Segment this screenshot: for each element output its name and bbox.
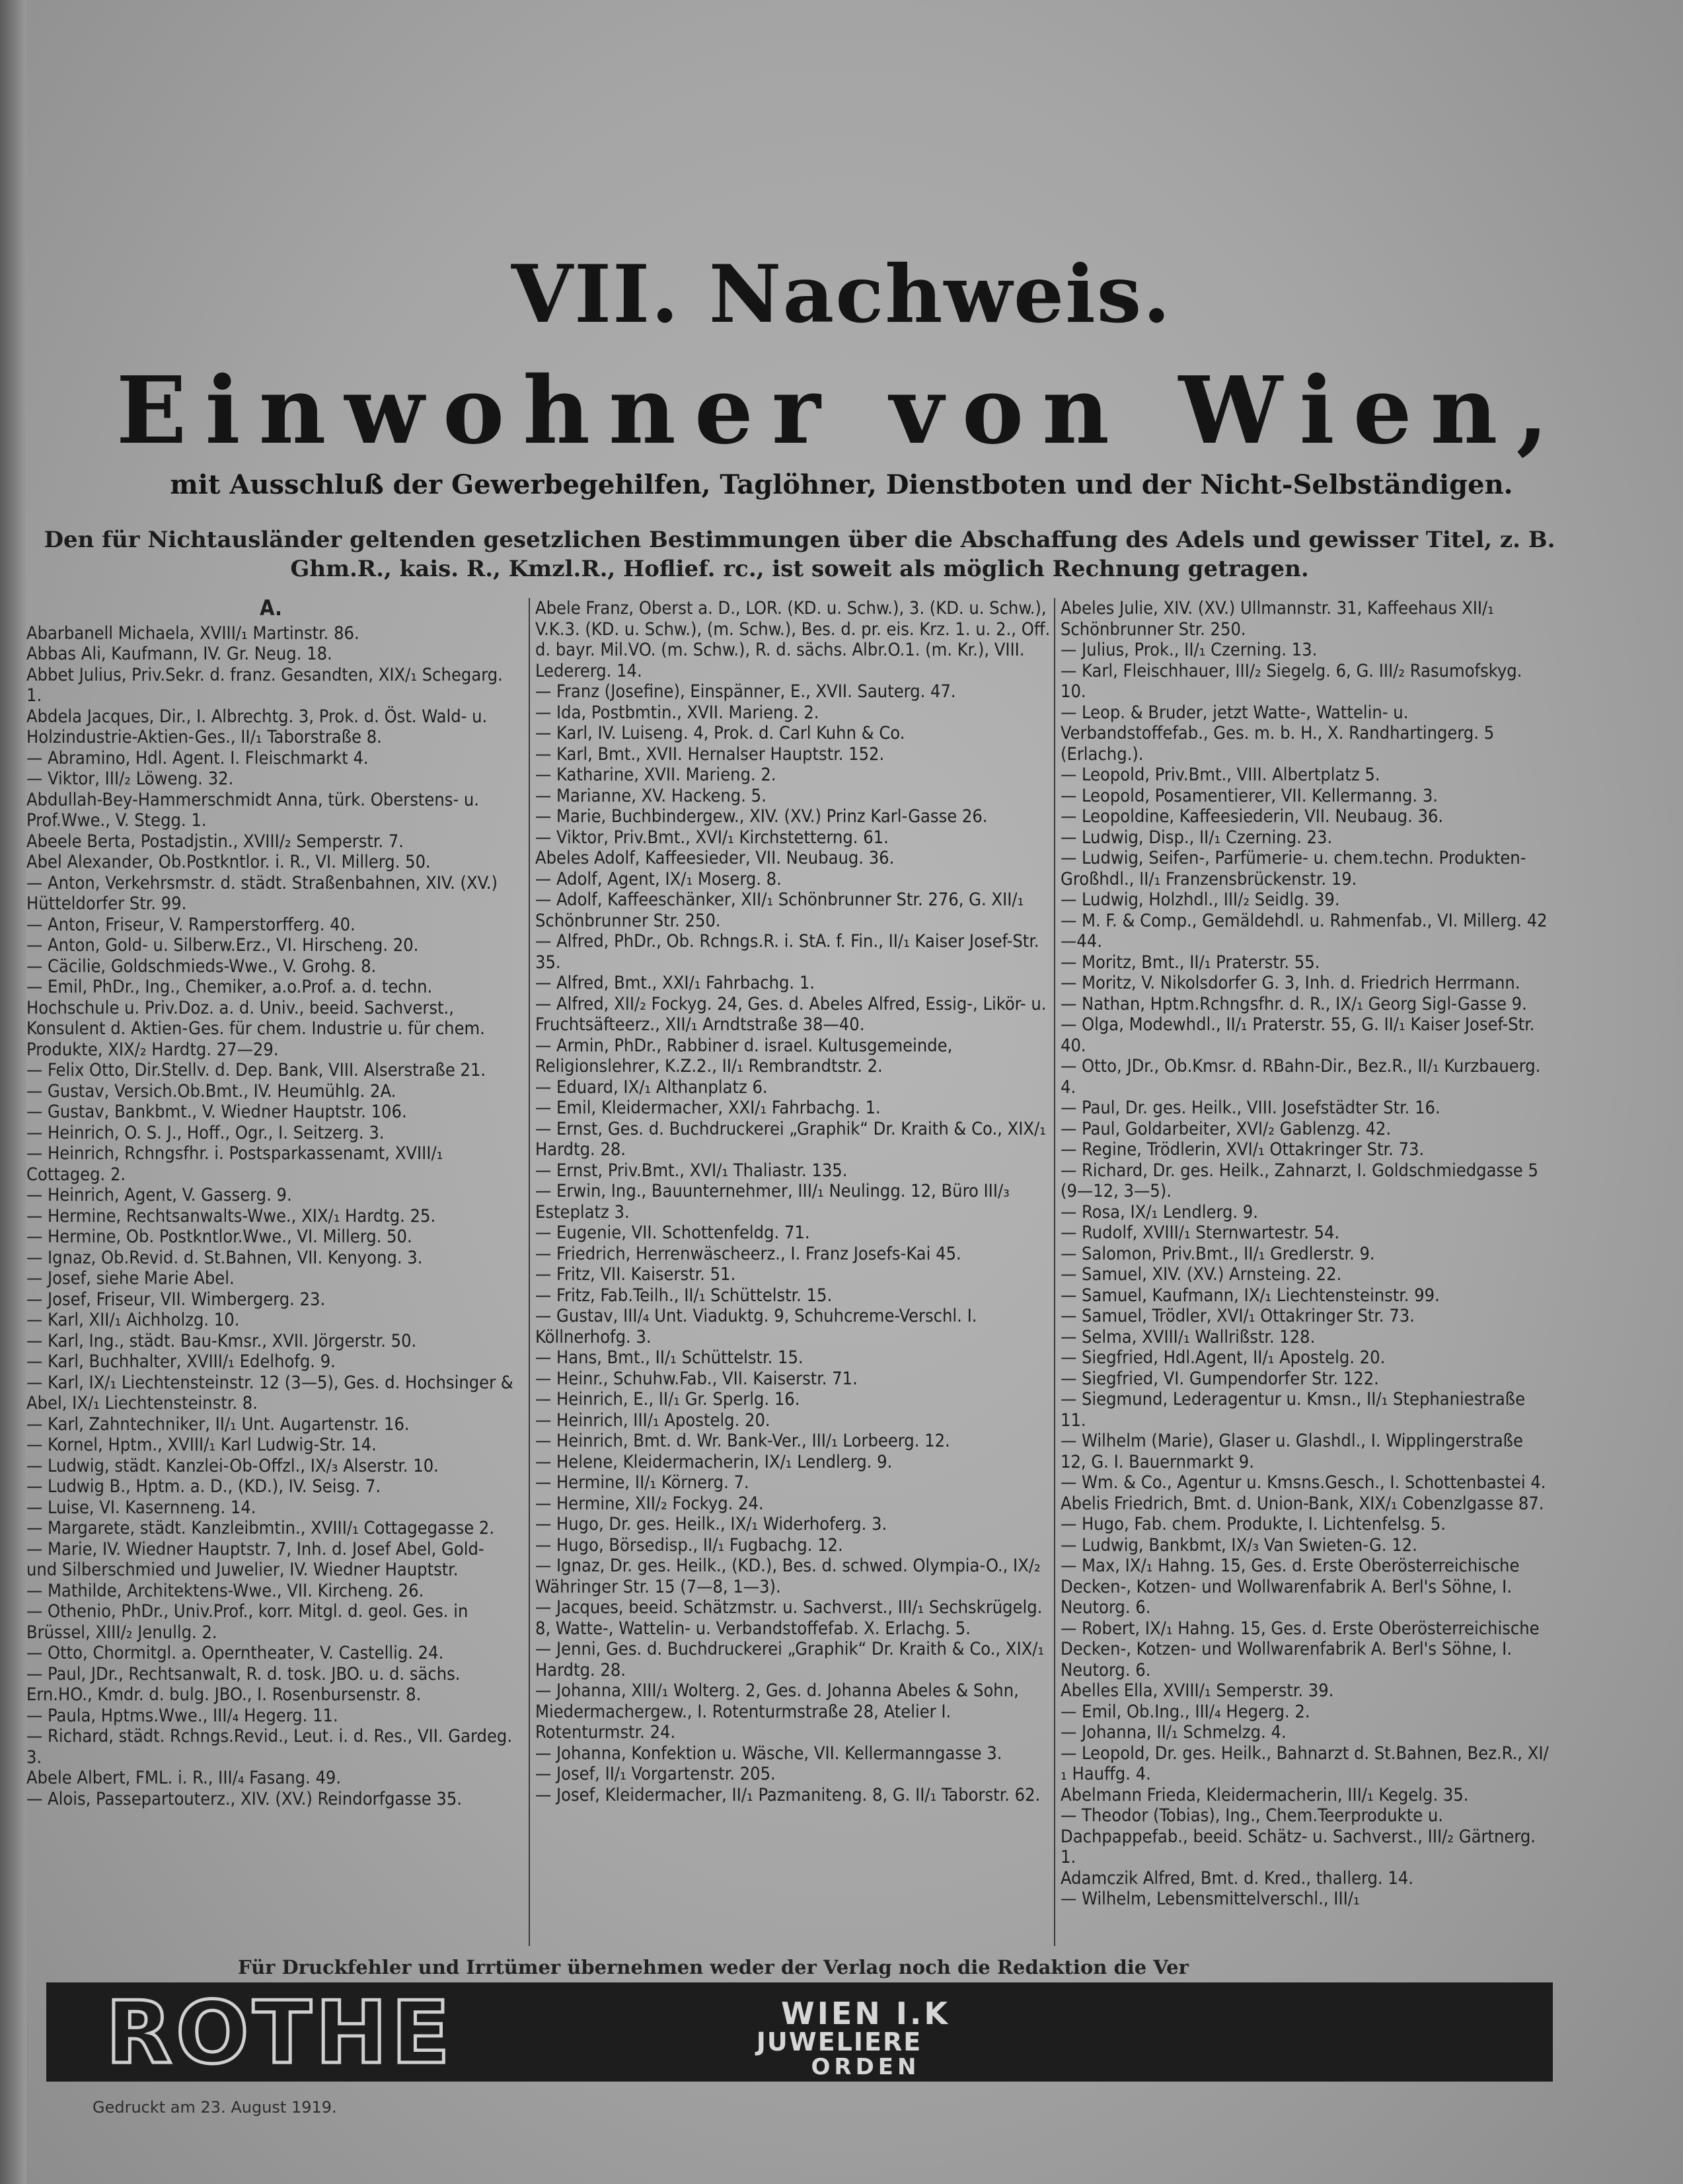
- directory-entry: — Leopold, Priv.Bmt., VIII. Albertplatz 5.: [1061, 765, 1380, 785]
- directory-entry: — Friedrich, Herrenwäscheerz., I. Franz Josefs-Kai 45.: [535, 1243, 961, 1264]
- directory-entry: — Richard, städt. Rchngs.Revid., Leut. i. d. Res., VII. Gardeg. 3.: [26, 1726, 513, 1768]
- directory-entry: — Karl, Ing., städt. Bau-Kmsr., XVII. Jörgerstr. 50.: [26, 1330, 417, 1351]
- directory-entry: — Hermine, Ob. Postkntlor.Wwe., VI. Millerg. 50.: [26, 1226, 412, 1247]
- directory-entry: Abelles Ella, XVIII/₁ Semperstr. 39.: [1061, 1680, 1334, 1701]
- directory-entry: Abel Alexander, Ob.Postkntlor. i. R., VI. Millerg. 50.: [26, 852, 431, 872]
- directory-entry: — Eduard, IX/₁ Althanplatz 6.: [535, 1076, 768, 1098]
- directory-entry: — Julius, Prok., II/₁ Czerning. 13.: [1061, 640, 1318, 660]
- directory-entry: — Olga, Modewhdl., II/₁ Praterstr. 55, G. II/₁ Kaiser Josef-Str. 40.: [1061, 1014, 1535, 1056]
- directory-entry: — Erwin, Ing., Bauunternehmer, III/₁ Neulingg. 12, Büro III/₃ Esteplatz 3.: [535, 1181, 1010, 1223]
- directory-entry: — Salomon, Priv.Bmt., II/₁ Gredlerstr. 9.: [1061, 1243, 1375, 1264]
- directory-entry: — Rudolf, XVIII/₁ Sternwartestr. 54.: [1061, 1223, 1340, 1243]
- directory-entry: — Ludwig, städt. Kanzlei-Ob-Offzl., IX/₃ Alserstr. 10.: [26, 1455, 439, 1476]
- directory-entry: — Siegmund, Lederagentur u. Kmsn., II/₁ Stephaniestraße 11.: [1061, 1389, 1526, 1431]
- directory-entry: — Emil, PhDr., Ing., Chemiker, a.o.Prof. a. d. techn. Hochschule u. Priv.Doz. a. d. Univ., beeid. Sachverst., Konsulent d. Aktien-Ges. für chem. Industrie u. für chem. Produkte, XIX/₂ Hardtg. 27—29.: [26, 977, 485, 1060]
- directory-entry: — Wm. & Co., Agentur u. Kmsns.Gesch., I. Schottenbastei 4.: [1061, 1472, 1546, 1493]
- directory-entry: — Ernst, Ges. d. Buchdruckerei „Graphik“ Dr. Kraith & Co., XIX/₁ Hardtg. 28.: [535, 1118, 1046, 1160]
- directory-entry: — Gustav, Versich.Ob.Bmt., IV. Heumühlg. 2A.: [26, 1080, 396, 1102]
- directory-column-1: [26, 598, 515, 1949]
- directory-entry: — Hermine, II/₁ Körnerg. 7.: [535, 1472, 749, 1493]
- directory-entry: — Heinr., Schuhw.Fab., VII. Kaiserstr. 71.: [535, 1368, 858, 1389]
- directory-entry: — Regine, Trödlerin, XVI/₁ Ottakringer Str. 73.: [1061, 1139, 1425, 1160]
- directory-column-3: [1061, 598, 1550, 1949]
- directory-entry: — Leopold, Posamentierer, VII. Kellermanng. 3.: [1061, 785, 1439, 806]
- directory-entry: — Robert, IX/₁ Hahng. 15, Ges. d. Erste Oberösterreichische Decken-, Kotzen- und Wollwarenfabrik A. Berl's Söhne, I. Neutorg. 6.: [1061, 1618, 1540, 1680]
- directory-entry: — Alois, Passepartouterz., XIV. (XV.) Reindorfgasse 35.: [26, 1788, 463, 1809]
- directory-entry: — Emil, Kleidermacher, XXI/₁ Fahrbachg. 1.: [535, 1098, 881, 1118]
- directory-entry: — Ignaz, Dr. ges. Heilk., (KD.), Bes. d. schwed. Olympia-O., IX/₂ Währinger Str. 15 (7—8, 1—3).: [535, 1556, 1041, 1597]
- directory-entry: — Theodor (Tobias), Ing., Chem.Teerprodukte u. Dachpappefab., beeid. Schätz- u. Sachverst., III/₂ Gärtnerg. 1.: [1061, 1805, 1536, 1867]
- column-divider: [529, 598, 530, 1946]
- directory-entry: — Karl, IV. Luiseng. 4, Prok. d. Carl Kuhn & Co.: [535, 723, 905, 743]
- directory-entry: — Siegfried, Hdl.Agent, II/₁ Apostelg. 20.: [1061, 1347, 1386, 1368]
- directory-entry: Abele Franz, Oberst a. D., LOR. (KD. u. Schw.), 3. (KD. u. Schw.), V.K.3. (KD. u. Schw.), (m. Schw.), Bes. d. pr. eis. Krz. 1. u. 2., Off. d. bayr. Mil.VO. (m. Schw.), R. d. sächs. Albr.O.1. (m. Kr.), VIII. Ledererg. 14.: [535, 598, 1051, 681]
- directory-entry: — Johanna, Konfektion u. Wäsche, VII. Kellermanngasse 3.: [535, 1743, 1002, 1764]
- directory-entry: — Johanna, XIII/₁ Wolterg. 2, Ges. d. Johanna Abeles & Sohn, Miedermachergew., I. Rotenturmstraße 28, Atelier I. Rotenturmstr. 24.: [535, 1680, 1019, 1743]
- directory-entry: — Paul, Goldarbeiter, XVI/₂ Gablenzg. 42.: [1061, 1118, 1392, 1139]
- directory-entry: — Paul, Dr. ges. Heilk., VIII. Josefstädter Str. 16.: [1061, 1098, 1440, 1118]
- directory-entry: — Paul, JDr., Rechtsanwalt, R. d. tosk. JBO. u. d. sächs. Ern.HO., Kmdr. d. bulg. JBO., I. Rosenbursenstr. 8.: [26, 1663, 461, 1705]
- directory-entry: — Marianne, XV. Hackeng. 5.: [535, 785, 767, 806]
- entry-list: [535, 598, 1051, 1805]
- directory-entry: — Karl, Fleischhauer, III/₂ Siegelg. 6, G. III/₂ Rasumofskyg. 10.: [1061, 660, 1522, 702]
- directory-entry: — Ludwig, Seifen-, Parfümerie- u. chem.techn. Produkten-Großhdl., II/₁ Franzensbrückenstr. 19.: [1061, 848, 1526, 889]
- directory-entry: — Anton, Friseur, V. Ramperstorfferg. 40.: [26, 914, 355, 935]
- directory-entry: — Emil, Ob.Ing., III/₄ Hegerg. 2.: [1061, 1701, 1310, 1722]
- directory-entry: — Heinrich, E., II/₁ Gr. Sperlg. 16.: [535, 1389, 800, 1410]
- directory-entry: — Mathilde, Architektens-Wwe., VII. Kircheng. 26.: [26, 1580, 424, 1601]
- directory-entry: — Richard, Dr. ges. Heilk., Zahnarzt, I. Goldschmiedgasse 5 (9—12, 3—5).: [1061, 1160, 1538, 1201]
- directory-entry: — Hans, Bmt., II/₁ Schüttelstr. 15.: [535, 1347, 804, 1368]
- directory-entry: Abbas Ali, Kaufmann, IV. Gr. Neug. 18.: [26, 644, 332, 664]
- directory-entry: — Kornel, Hptm., XVIII/₁ Karl Ludwig-Str. 14.: [26, 1435, 377, 1455]
- directory-entry: — Heinrich, O. S. J., Hoff., Ogr., I. Seitzerg. 3.: [26, 1122, 385, 1143]
- directory-entry: — Marie, Buchbindergew., XIV. (XV.) Prinz Karl-Gasse 26.: [535, 806, 988, 827]
- ad-orden: ORDEN: [811, 2054, 920, 2080]
- directory-entry: — Hugo, Fab. chem. Produkte, I. Lichtenfelsg. 5.: [1061, 1514, 1446, 1534]
- directory-entry: — Franz (Josefine), Einspänner, E., XVII. Sauterg. 47.: [535, 681, 956, 702]
- directory-entry: — Otto, JDr., Ob.Kmsr. d. RBahn-Dir., Bez.R., II/₁ Kurzbauerg. 4.: [1061, 1056, 1541, 1098]
- directory-entry: Abdullah-Bey-Hammerschmidt Anna, türk. Oberstens- u. Prof.Wwe., V. Stegg. 1.: [26, 789, 479, 831]
- directory-entry: — Josef, II/₁ Vorgartenstr. 205.: [535, 1764, 776, 1784]
- directory-entry: — Karl, Buchhalter, XVIII/₁ Edelhofg. 9.: [26, 1351, 336, 1372]
- directory-entry: — Gustav, III/₄ Unt. Viaduktg. 9, Schuhcreme-Verschl. I. Köllnerhofg. 3.: [535, 1306, 977, 1347]
- directory-entry: — Anton, Verkehrsmstr. d. städt. Straßenbahnen, XIV. (XV.) Hütteldorfer Str. 99.: [26, 872, 498, 914]
- section-letter: A.: [260, 598, 282, 621]
- directory-entry: — Leop. & Bruder, jetzt Watte-, Wattelin- u. Verbandstoffefab., Ges. m. b. H., X. Randhartingerg. 5 (Erlachg.).: [1061, 702, 1495, 765]
- directory-entry: — Adolf, Agent, IX/₁ Moserg. 8.: [535, 868, 782, 889]
- disclaimer: Für Druckfehler und Irrtümer übernehmen weder der Verlag noch die Redaktion die Ver: [238, 1956, 1189, 1978]
- directory-entry: Abelis Friedrich, Bmt. d. Union-Bank, XIX/₁ Cobenzlgasse 87.: [1061, 1493, 1544, 1514]
- directory-entry: — Selma, XVIII/₁ Wallrißstr. 128.: [1061, 1326, 1316, 1347]
- directory-entry: — Ida, Postbmtin., XVII. Marieng. 2.: [535, 702, 819, 723]
- directory-entry: — Abramino, Hdl. Agent. I. Fleischmarkt 4.: [26, 747, 369, 769]
- directory-entry: — Josef, siehe Marie Abel.: [26, 1268, 235, 1289]
- directory-entry: — Alfred, XII/₂ Fockyg. 24, Ges. d. Abeles Alfred, Essig-, Likör- u. Fruchtsäfteerz., XII/₁ Arndtstraße 38—40.: [535, 993, 1047, 1035]
- directory-entry: — Hermine, Rechtsanwalts-Wwe., XIX/₁ Hardtg. 25.: [26, 1205, 436, 1226]
- directory-entry: — Viktor, Priv.Bmt., XVI/₁ Kirchstetterng. 61.: [535, 827, 889, 848]
- directory-entry: — Ludwig, Bankbmt, IX/₃ Van Swieten-G. 12.: [1061, 1534, 1417, 1556]
- directory-entry: Abdela Jacques, Dir., I. Albrechtg. 3, Prok. d. Öst. Wald- u. Holzindustrie-Aktien-Ges., II/₁ Taborstraße 8.: [26, 706, 488, 747]
- directory-entry: — Anton, Gold- u. Silberw.Erz., VI. Hirscheng. 20.: [26, 935, 419, 956]
- directory-entry: — Siegfried, VI. Gumpendorfer Str. 122.: [1061, 1368, 1379, 1389]
- directory-entry: — Heinrich, III/₁ Apostelg. 20.: [535, 1410, 770, 1431]
- directory-entry: — Luise, VI. Kasernneng. 14.: [26, 1497, 256, 1518]
- directory-entry: — Paula, Hptms.Wwe., III/₄ Hegerg. 11.: [26, 1705, 338, 1726]
- directory-entry: — Leopold, Dr. ges. Heilk., Bahnarzt d. St.Bahnen, Bez.R., XI/₁ Hauffg. 4.: [1061, 1743, 1549, 1784]
- directory-entry: — Wilhelm, Lebensmittelverschl., III/₁: [1061, 1889, 1360, 1909]
- legal-note: Den für Nichtausländer geltenden gesetzlichen Bestimmungen über die Abschaffung des Adels und gewisser Titel, z. B. Ghm.R., kais. R., Kmzl.R., Hoflief. rc., ist soweit als möglich Rechnung getragen.: [44, 527, 1555, 582]
- directory-entry: Abbet Julius, Priv.Sekr. d. franz. Gesandten, XIX/₁ Schegarg. 1.: [26, 664, 503, 706]
- directory-entry: — Alfred, PhDr., Ob. Rchngs.R. i. StA. f. Fin., II/₁ Kaiser Josef-Str. 35.: [535, 931, 1039, 973]
- directory-entry: — Johanna, II/₁ Schmelzg. 4.: [1061, 1722, 1287, 1743]
- print-date: Gedruckt am 23. August 1919.: [93, 2098, 337, 2117]
- entry-list: [1061, 598, 1550, 1910]
- directory-entry: Abarbanell Michaela, XVIII/₁ Martinstr. 86.: [26, 622, 359, 644]
- directory-entry: — Otto, Chormitgl. a. Operntheater, V. Castellig. 24.: [26, 1643, 444, 1663]
- directory-entry: — Leopoldine, Kaffeesiederin, VII. Neubaug. 36.: [1061, 806, 1444, 827]
- scope-subtitle: mit Ausschluß der Gewerbegehilfen, Taglöhner, Dienstboten und der Nicht-Selbständigen.: [170, 469, 1513, 500]
- ad-city: WIEN I.K: [780, 1996, 951, 2031]
- directory-entry: — Wilhelm (Marie), Glaser u. Glashdl., I. Wipplingerstraße 12, G. I. Bauernmarkt 9.: [1061, 1431, 1523, 1472]
- directory-entry: — Viktor, III/₂ Löweng. 32.: [26, 769, 234, 789]
- section-title: VII. Nachweis.: [511, 248, 1172, 341]
- directory-entry: Adamczik Alfred, Bmt. d. Kred., thallerg. 14.: [1061, 1867, 1414, 1889]
- directory-entry: — Margarete, städt. Kanzleibmtin., XVIII/₁ Cottagegasse 2.: [26, 1518, 495, 1538]
- directory-entry: — Ludwig B., Hptm. a. D., (KD.), IV. Seisg. 7.: [26, 1476, 381, 1497]
- directory-entry: — Karl, Zahntechniker, II/₁ Unt. Augartenstr. 16.: [26, 1413, 410, 1435]
- directory-entry: — Karl, Bmt., XVII. Hernalser Hauptstr. 152.: [535, 743, 885, 765]
- directory-entry: Abeele Berta, Postadjstin., XVIII/₂ Semperstr. 7.: [26, 831, 404, 852]
- directory-entry: — Helene, Kleidermacherin, IX/₁ Lendlerg. 9.: [535, 1451, 893, 1472]
- directory-entry: — Karl, XII/₁ Aichholzg. 10.: [26, 1310, 240, 1330]
- directory-entry: — Hugo, Börsedisp., II/₁ Fugbachg. 12.: [535, 1534, 843, 1556]
- directory-entry: — Katharine, XVII. Marieng. 2.: [535, 765, 776, 785]
- page-title: Einwohner von Wien,: [116, 357, 1567, 465]
- directory-entry: — Rosa, IX/₁ Lendlerg. 9.: [1061, 1201, 1258, 1223]
- directory-entry: — Fritz, VII. Kaiserstr. 51.: [535, 1264, 736, 1285]
- entry-list: [26, 623, 515, 1810]
- directory-entry: Abeles Julie, XIV. (XV.) Ullmannstr. 31, Kaffeehaus XII/₁ Schönbrunner Str. 250.: [1061, 598, 1494, 640]
- directory-entry: — Ludwig, Holzhdl., III/₂ Seidlg. 39.: [1061, 889, 1340, 910]
- directory-entry: — Heinrich, Bmt. d. Wr. Bank-Ver., III/₁ Lorbeerg. 12.: [535, 1431, 950, 1451]
- directory-entry: — Moritz, Bmt., II/₁ Praterstr. 55.: [1061, 952, 1320, 973]
- directory-entry: — Jenni, Ges. d. Buchdruckerei „Graphik“ Dr. Kraith & Co., XIX/₁ Hardtg. 28.: [535, 1639, 1045, 1680]
- advertisement-banner: [46, 1982, 1553, 2082]
- ad-brand: ROTHE: [106, 1982, 454, 2082]
- directory-entry: — Jacques, beeid. Schätzmstr. u. Sachverst., III/₁ Sechskrügelg. 8, Watte-, Wattelin- u. Verbandstoffefab. X. Erlachg. 5.: [535, 1597, 1043, 1639]
- directory-entry: Abelmann Frieda, Kleidermacherin, III/₁ Kegelg. 35.: [1061, 1784, 1469, 1805]
- column-divider: [1054, 598, 1055, 1946]
- directory-entry: — Fritz, Fab.Teilh., II/₁ Schüttelstr. 15.: [535, 1285, 833, 1306]
- directory-entry: — Eugenie, VII. Schottenfeldg. 71.: [535, 1223, 810, 1243]
- directory-entry: — Ludwig, Disp., II/₁ Czerning. 23.: [1061, 827, 1333, 848]
- directory-entry: — Karl, IX/₁ Liechtensteinstr. 12 (3—5), Ges. d. Hochsinger & Abel, IX/₁ Liechtensteinstr. 8.: [26, 1372, 513, 1413]
- directory-entry: — Max, IX/₁ Hahng. 15, Ges. d. Erste Oberösterreichische Decken-, Kotzen- und Wollwarenfabrik A. Berl's Söhne, I. Neutorg. 6.: [1061, 1556, 1520, 1618]
- directory-entry: — Ignaz, Ob.Revid. d. St.Bahnen, VII. Kenyong. 3.: [26, 1247, 423, 1268]
- directory-entry: Abele Albert, FML. i. R., III/₄ Fasang. 49.: [26, 1768, 342, 1788]
- directory-entry: — Moritz, V. Nikolsdorfer G. 3, Inh. d. Friedrich Herrmann.: [1061, 973, 1520, 993]
- directory-entry: — Othenio, PhDr., Univ.Prof., korr. Mitgl. d. geol. Ges. in Brüssel, XIII/₂ Jenullg. 2.: [26, 1601, 468, 1643]
- directory-entry: — Marie, IV. Wiedner Hauptstr. 7, Inh. d. Josef Abel, Gold- und Silberschmied und Juwelier, IV. Wiedner Hauptstr.: [26, 1538, 484, 1580]
- directory-column-2: [535, 598, 1051, 1949]
- directory-entry: — M. F. & Comp., Gemäldehdl. u. Rahmenfab., VI. Millerg. 42—44.: [1061, 910, 1548, 952]
- directory-entry: — Alfred, Bmt., XXI/₁ Fahrbachg. 1.: [535, 973, 815, 993]
- directory-entry: — Hermine, XII/₂ Fockyg. 24.: [535, 1493, 764, 1514]
- directory-entry: — Samuel, XIV. (XV.) Arnsteing. 22.: [1061, 1264, 1342, 1285]
- directory-entry: Abeles Adolf, Kaffeesieder, VII. Neubaug. 36.: [535, 848, 895, 868]
- directory-entry: — Heinrich, Agent, V. Gasserg. 9.: [26, 1185, 292, 1205]
- directory-entry: — Adolf, Kaffeeschänker, XII/₁ Schönbrunner Str. 276, G. XII/₁ Schönbrunner Str. 250.: [535, 889, 1024, 931]
- directory-entry: — Josef, Friseur, VII. Wimbergerg. 23.: [26, 1289, 326, 1310]
- directory-entry: — Cäcilie, Goldschmieds-Wwe., V. Grohg. 8.: [26, 956, 377, 977]
- directory-entry: — Felix Otto, Dir.Stellv. d. Dep. Bank, VIII. Alserstraße 21.: [26, 1060, 486, 1080]
- directory-entry: — Hugo, Dr. ges. Heilk., IX/₁ Widerhoferg. 3.: [535, 1514, 887, 1534]
- directory-entry: — Gustav, Bankbmt., V. Wiedner Hauptstr. 106.: [26, 1102, 407, 1122]
- directory-entry: — Armin, PhDr., Rabbiner d. israel. Kultusgemeinde, Religionslehrer, K.Z.2., II/₁ Rembrandtstr. 2.: [535, 1035, 953, 1076]
- directory-entry: — Josef, Kleidermacher, II/₁ Pazmaniteng. 8, G. II/₁ Taborstr. 62.: [535, 1784, 1041, 1805]
- directory-entry: — Samuel, Kaufmann, IX/₁ Liechtensteinstr. 99.: [1061, 1285, 1440, 1306]
- directory-entry: — Heinrich, Rchngsfhr. i. Postsparkassenamt, XVIII/₁ Cottageg. 2.: [26, 1143, 443, 1185]
- directory-entry: — Ernst, Priv.Bmt., XVI/₁ Thaliastr. 135.: [535, 1160, 848, 1181]
- directory-entry: — Samuel, Trödler, XVI/₁ Ottakringer Str. 73.: [1061, 1306, 1415, 1326]
- ad-trade: JUWELIERE: [756, 2027, 922, 2056]
- directory-entry: — Nathan, Hptm.Rchngsfhr. d. R., IX/₁ Georg Sigl-Gasse 9.: [1061, 993, 1527, 1014]
